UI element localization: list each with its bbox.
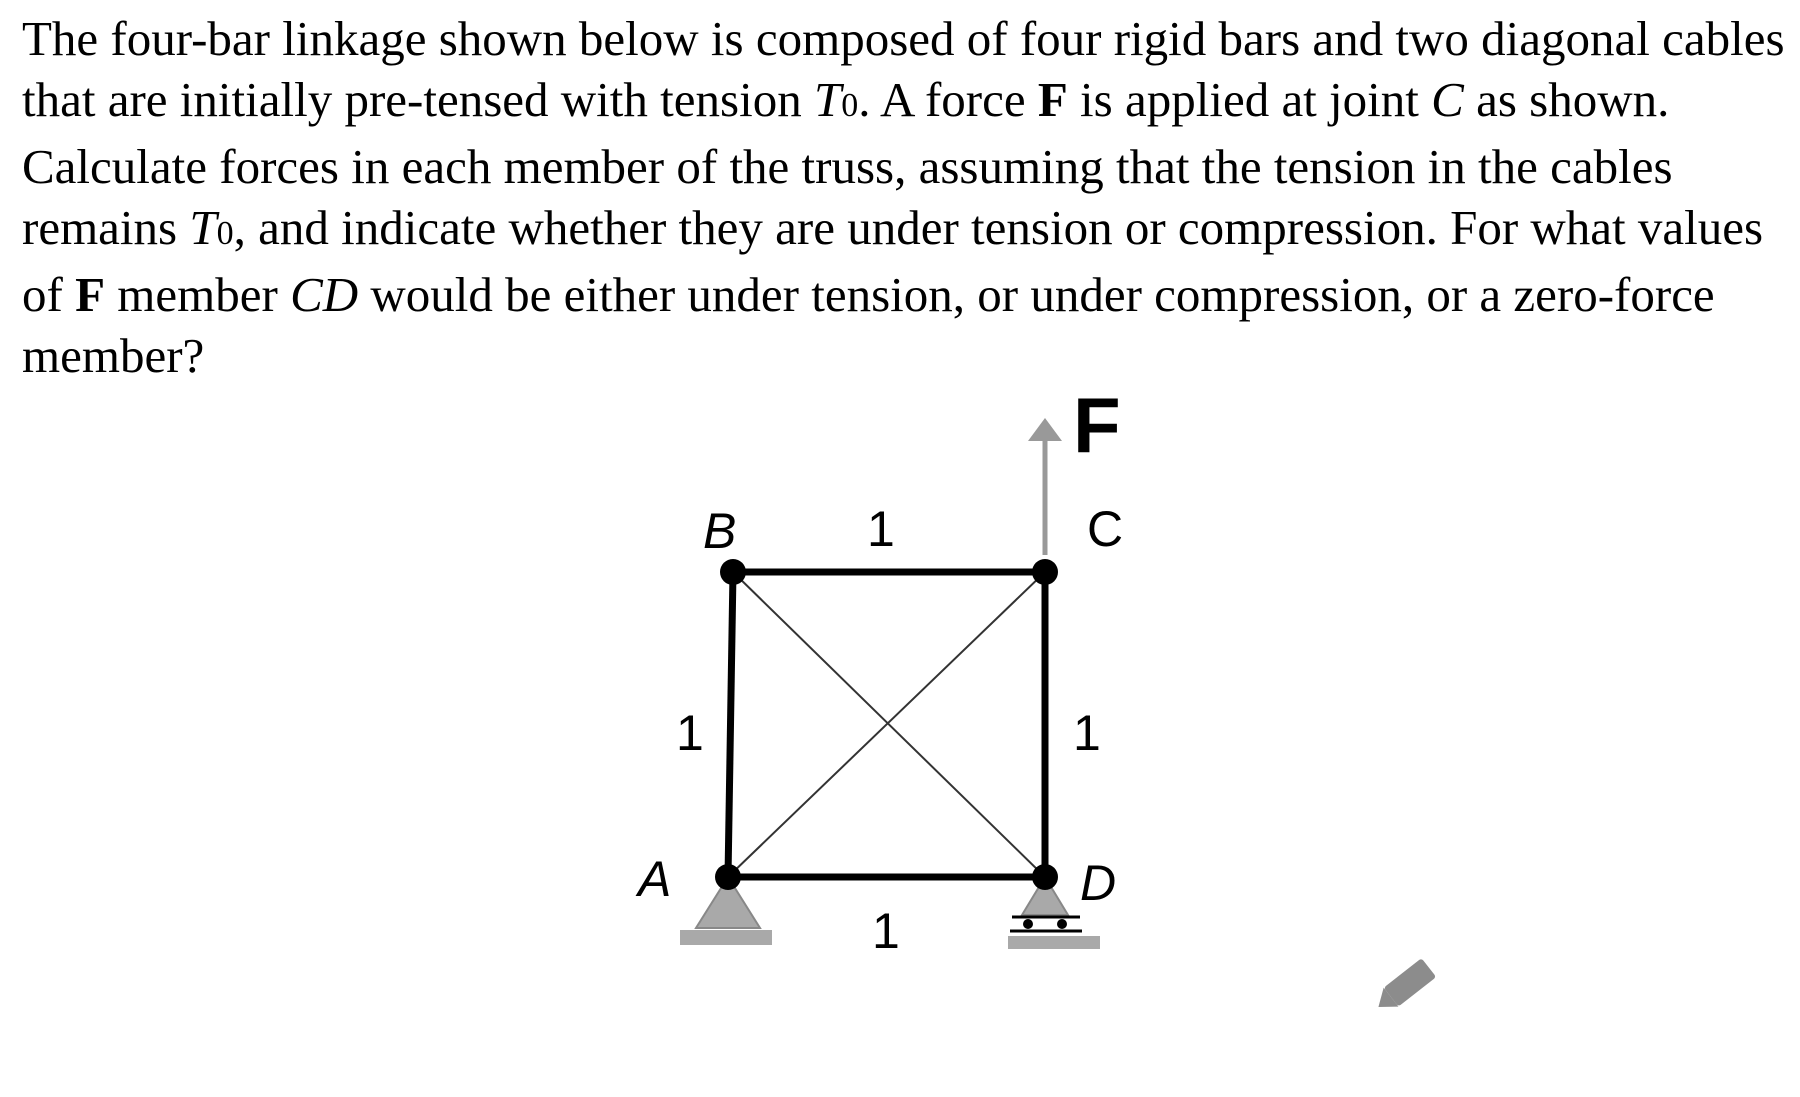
dimension-top: 1 [867,501,895,557]
force-arrow [1028,418,1062,555]
problem-text-3: is applied at joint [1067,72,1432,127]
dimension-right: 1 [1073,705,1101,761]
tension-subscript-2: 0 [216,215,234,252]
tension-symbol: T [813,72,842,127]
problem-text-1: The four-bar linkage shown below is composed of four rigid bars and two diagonal cables that are initially pre-tensed with tension [22,11,1785,127]
tension-symbol-2: T [189,200,217,255]
problem-text-6: member [105,267,291,322]
pencil-icon[interactable] [1371,958,1436,1016]
problem-text-2: . A force [858,72,1038,127]
problem-text-7: would be either under tension, or under compression, or a zero-force member? [22,267,1715,383]
label-d: D [1080,855,1117,911]
problem-text-5: , and indicate whether they are under tension or compression. For what values of [22,200,1764,322]
force-symbol: F [1037,72,1068,127]
joint-b [720,559,746,585]
joint-a [715,864,741,890]
joint-c [1032,559,1058,585]
bar-ab [728,572,733,877]
dimension-bottom: 1 [872,903,900,959]
label-f: F [1073,381,1121,469]
joint-c-symbol: C [1431,72,1464,127]
problem-text-4: as shown. Calculate forces in each member of the truss, assuming that the tension in the cables remains [22,72,1673,255]
label-a: A [638,851,672,907]
joint-d [1032,864,1058,890]
label-c: C [1087,501,1124,557]
force-symbol-2: F [75,267,106,322]
dimension-left: 1 [676,705,704,761]
label-b: B [703,503,737,559]
tension-subscript: 0 [841,87,859,124]
member-cd-symbol: CD [290,267,359,322]
